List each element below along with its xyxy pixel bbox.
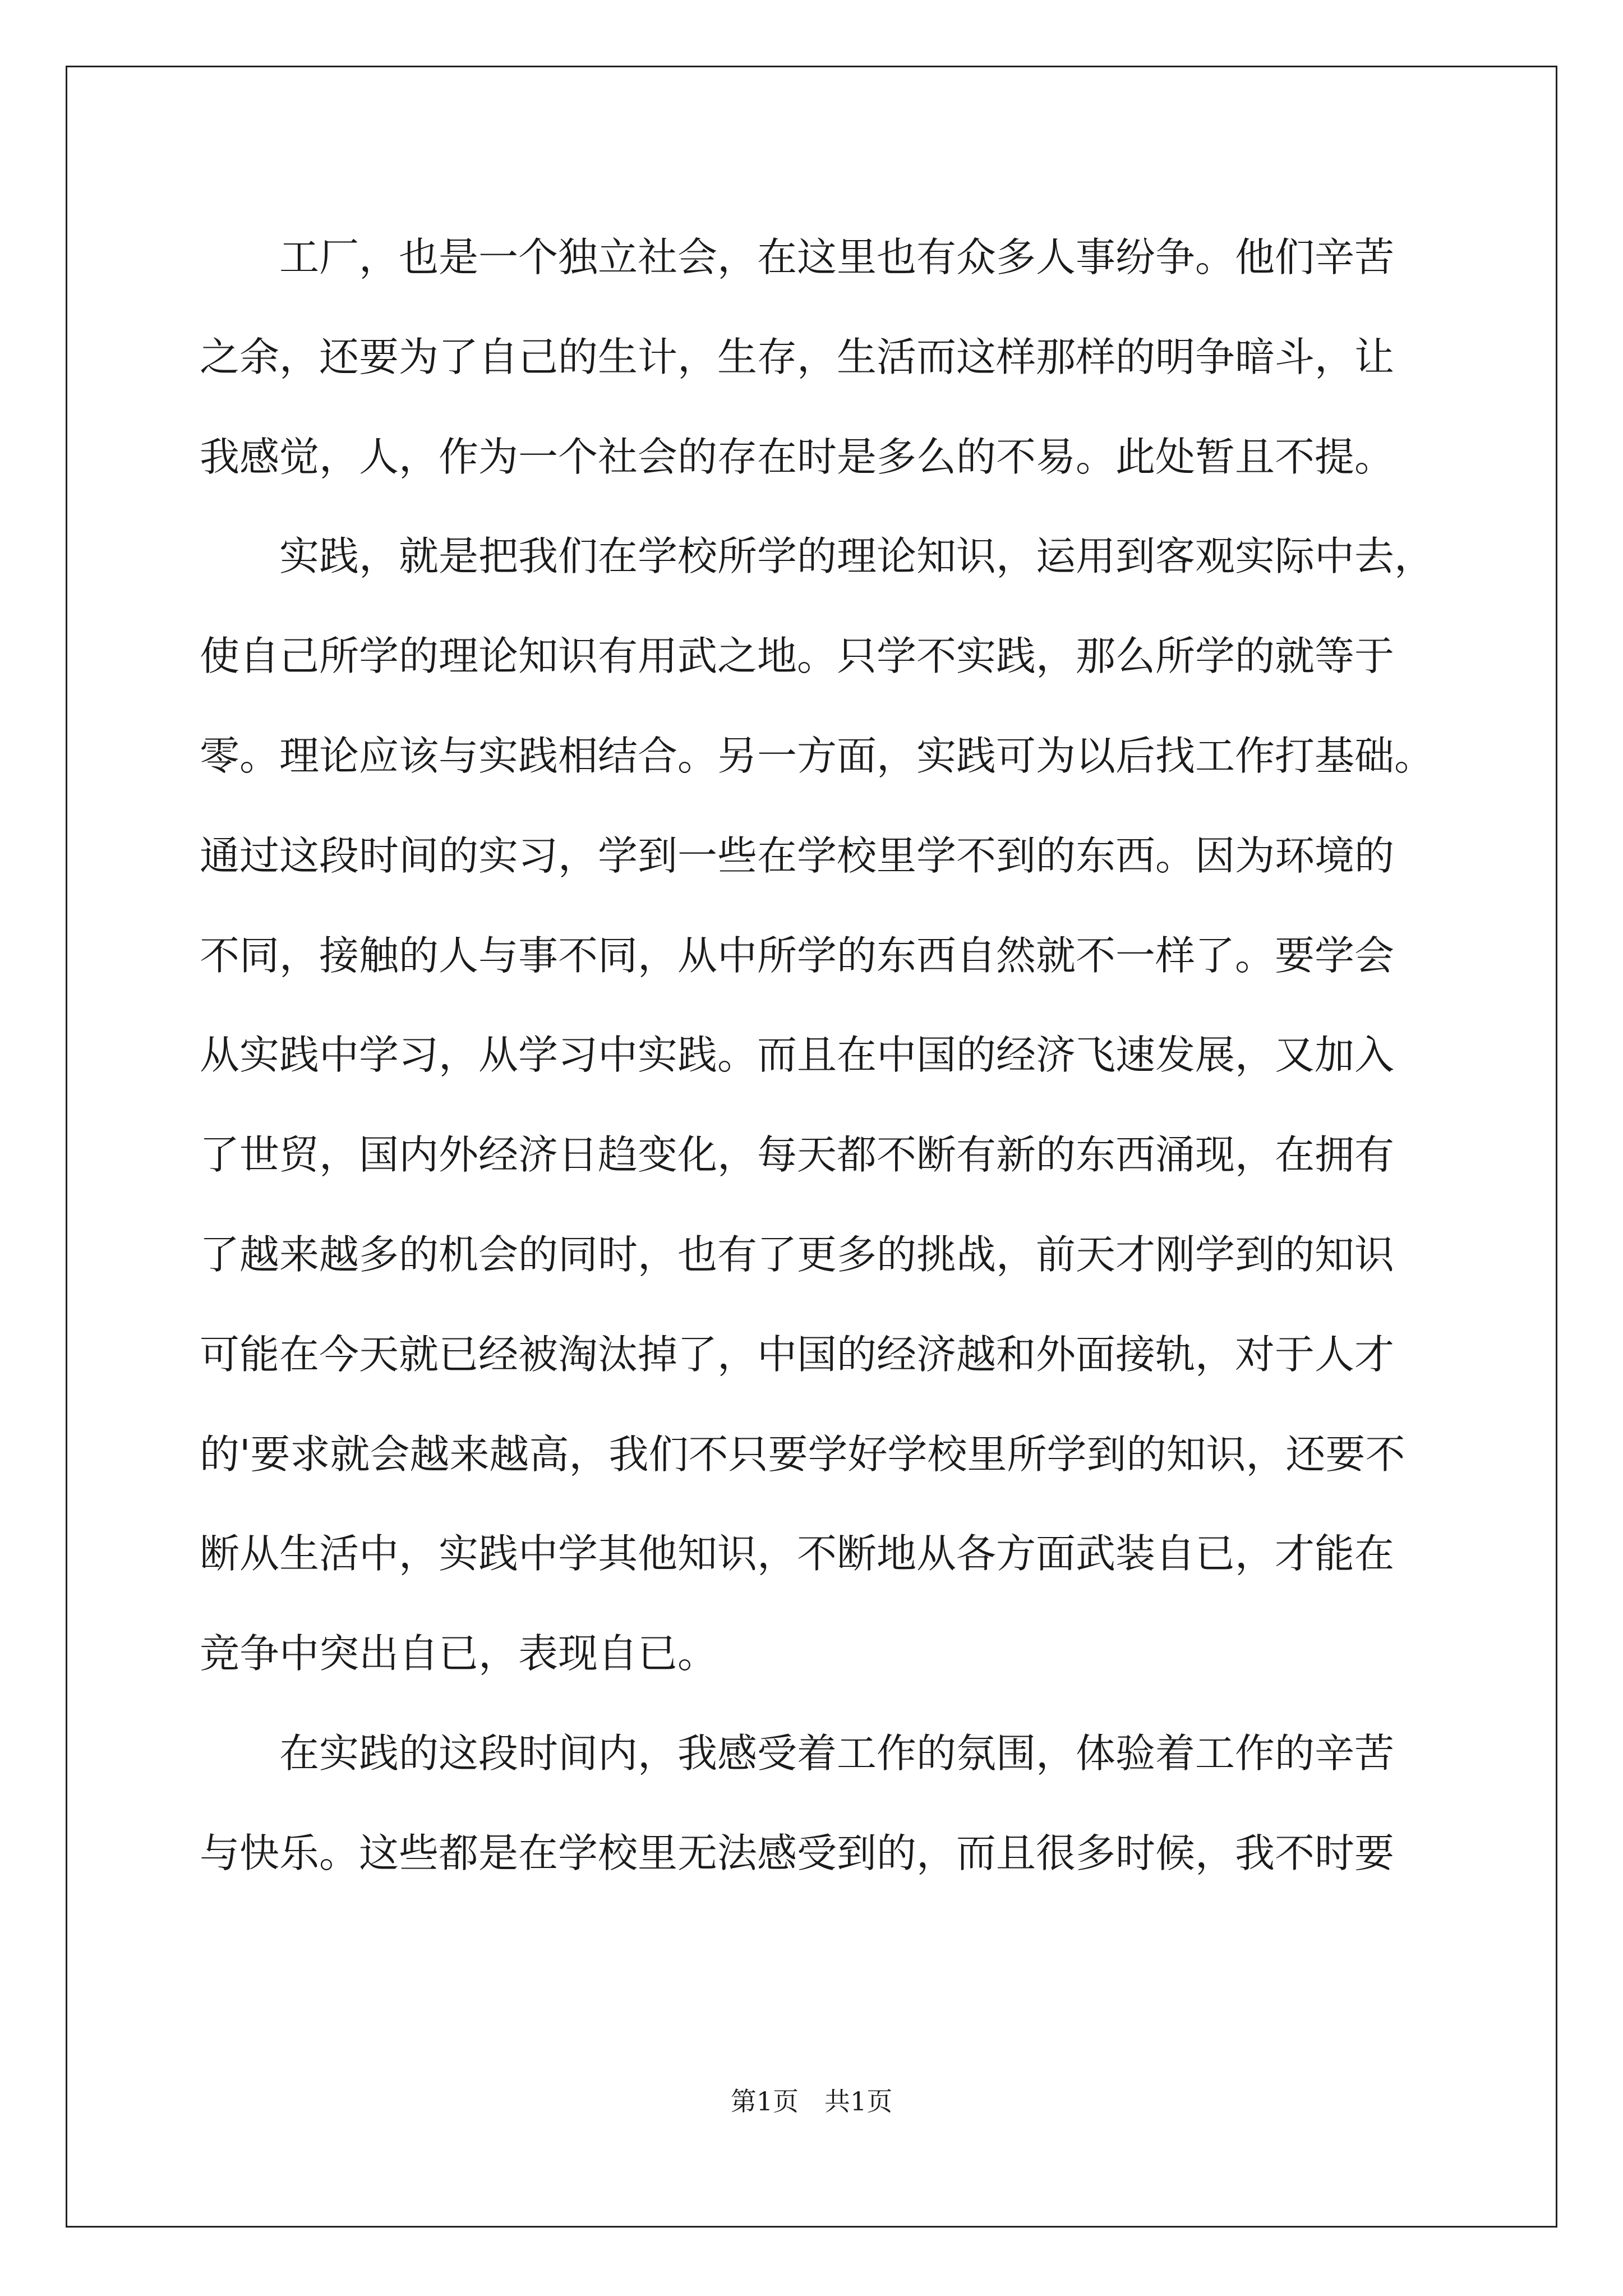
- text-line: 从实践中学习，从学习中实践。而且在中国的经济飞速发展，又加入: [200, 1032, 1395, 1079]
- text-line: 的'要求就会越来越高，我们不只要学好学校里所学到的知识，还要不: [200, 1430, 1405, 1478]
- text-line: 零。理论应该与实践相结合。另一方面，实践可为以后找工作打基础。: [200, 732, 1435, 779]
- text-line: 实践，就是把我们在学校所学的理论知识，运用到客观实际中去，: [279, 533, 1435, 580]
- text-line: 断从生活中，实践中学其他知识，不断地从各方面武装自已，才能在: [200, 1530, 1395, 1577]
- document-body: [200, 208, 1490, 1903]
- text-line: 竞争中突出自已，表现自已。: [200, 1630, 718, 1677]
- text-line: 在实践的这段时间内，我感受着工作的氛围，体验着工作的辛苦: [279, 1729, 1395, 1777]
- text-line: 可能在今天就已经被淘汰掉了，中国的经济越和外面接轨，对于人才: [200, 1331, 1395, 1378]
- text-line: 与快乐。这些都是在学校里无法感受到的，而且很多时候，我不时要: [200, 1829, 1395, 1876]
- text-line: 使自己所学的理论知识有用武之地。只学不实践，那么所学的就等于: [200, 633, 1395, 680]
- page-footer: 第1页 共1页: [730, 2086, 893, 2116]
- text-line: 不同，接触的人与事不同，从中所学的东西自然就不一样了。要学会: [200, 932, 1395, 979]
- text-line: 我感觉，人，作为一个社会的存在时是多么的不易。此处暂且不提。: [200, 433, 1395, 480]
- text-line: 通过这段时间的实习，学到一些在学校里学不到的东西。因为环境的: [200, 832, 1395, 879]
- text-line: 工厂，也是一个独立社会，在这里也有众多人事纷争。他们辛苦: [279, 234, 1395, 280]
- text-line: 之余，还要为了自己的生计，生存，生活而这样那样的明争暗斗，让: [200, 333, 1395, 380]
- text-line: 了越来越多的机会的同时，也有了更多的挑战，前天才刚学到的知识: [200, 1231, 1395, 1278]
- text-line: 了世贸，国内外经济日趋变化，每天都不断有新的东西涌现，在拥有: [200, 1131, 1395, 1179]
